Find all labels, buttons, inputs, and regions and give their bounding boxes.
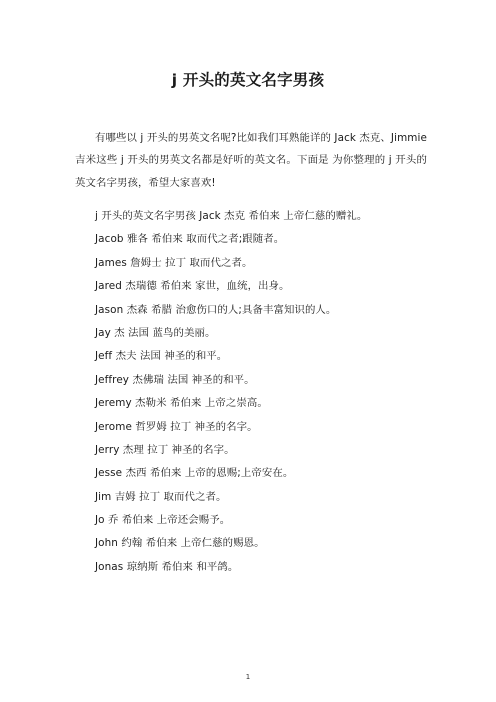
list-item: Jeffrey 杰佛瑞 法国 神圣的和平。 [95,373,255,386]
list-item: John 约翰 希伯来 上帝仁慈的赐恩。 [95,537,265,550]
intro-paragraph: 有哪些以 j 开头的男英文名呢?比如我们耳熟能详的 Jack 杰克、Jimmie 吉米这些 j 开头的男英文名都是好听的英文名。下面是 为你整理的 j 开头的英文名字男孩，希望大家喜欢! [75,132,427,189]
list-item: Jared 杰瑞德 希伯来 家世，血统，出身。 [95,280,290,293]
name-list [95,205,435,579]
list-item: Jay 杰 法国 蓝鸟的美丽。 [95,326,216,339]
list-item: James 詹姆士 拉丁 取而代之者。 [95,256,253,269]
list-item: Jason 杰森 希腊 治愈伤口的人;具备丰富知识的人。 [95,303,337,316]
page-title: j 开头的英文名字男孩 [171,71,325,89]
list-item: Jerome 哲罗姆 拉丁 神圣的名字。 [95,420,258,433]
list-item: j 开头的英文名字男孩 Jack 杰克 希伯来 上帝仁慈的赠礼。 [95,210,368,222]
list-item: Jonas 琼纳斯 希伯来 和平鸽。 [95,560,239,573]
list-item: Jo 乔 希伯来 上帝还会赐予。 [95,514,231,527]
list-item: Jesse 杰西 希伯来 上帝的恩赐;上帝安在。 [95,467,294,480]
list-item: Jacob 雅各 希伯来 取而代之者;跟随者。 [95,233,285,246]
list-item: Jeremy 杰勒米 希伯来 上帝之崇高。 [95,397,268,410]
list-item: Jerry 杰理 拉丁 神圣的名字。 [95,443,235,456]
page-number: 1 [245,673,251,681]
list-item: Jim 吉姆 拉丁 取而代之者。 [95,490,227,503]
list-item: Jeff 杰夫 法国 神圣的和平。 [95,350,228,363]
